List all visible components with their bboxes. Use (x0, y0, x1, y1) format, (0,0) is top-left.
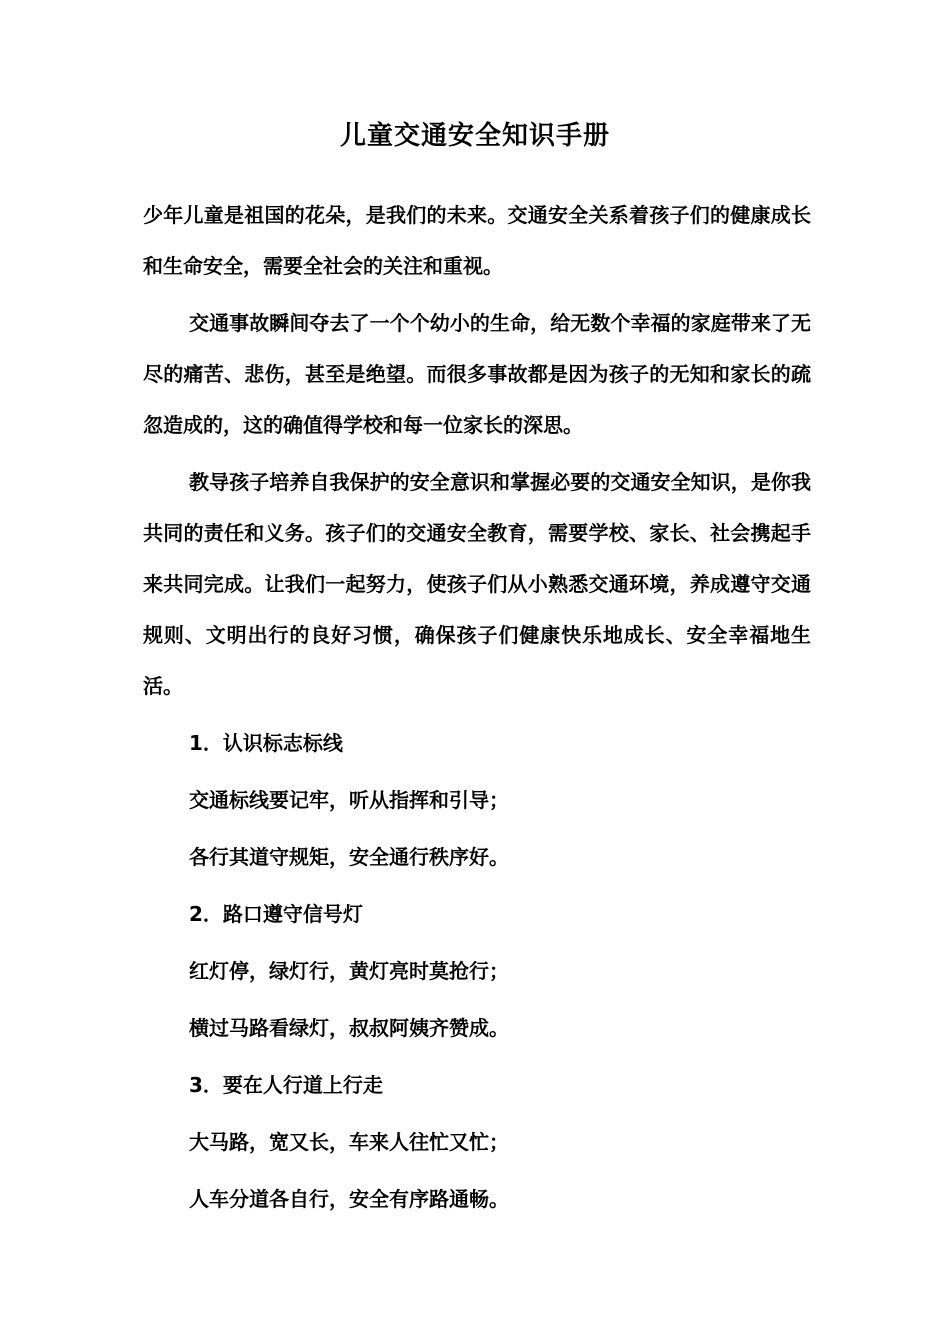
accident-paragraph: 交通事故瞬间夺去了一个个幼小的生命，给无数个幸福的家庭带来了无尽的痛苦、悲伤，甚至是绝望。而很多事故都是因为孩子的无知和家长的疏忽造成的，这的确值得学校和每一位家长的深思。 (143, 311, 811, 437)
section-heading: 1．认识标志标线 (189, 731, 343, 755)
section-traffic-lights (143, 889, 811, 1054)
section-heading: 2．路口遵守信号灯 (189, 902, 363, 926)
document-body (143, 190, 811, 1231)
rhyme-line: 大马路，宽又长，车来人往忙又忙； (189, 1130, 509, 1154)
rhyme-line: 红灯停，绿灯行，黄灯亮时莫抢行； (189, 959, 509, 983)
rhyme-line: 各行其道守规矩，安全通行秩序好。 (189, 845, 509, 869)
rhyme-line: 人车分道各自行，安全有序路通畅。 (189, 1187, 509, 1211)
intro-paragraph: 少年儿童是祖国的花朵，是我们的未来。交通安全关系着孩子们的健康成长和生命安全，需要全社会的关注和重视。 (143, 203, 811, 278)
rhyme-line: 横过马路看绿灯，叔叔阿姨齐赞成。 (189, 1016, 509, 1040)
section-sidewalk (143, 1060, 811, 1225)
rhyme-line: 交通标线要记牢，听从指挥和引导； (189, 788, 509, 812)
education-paragraph: 教导孩子培养自我保护的安全意识和掌握必要的交通安全知识，是你我共同的责任和义务。孩子们的交通安全教育，需要学校、家长、社会携起手来共同完成。让我们一起努力，使孩子们从小熟悉交通环境，养成遵守交通规则、文明出行的良好习惯，确保孩子们健康快乐地成长、安全幸福地生活。 (143, 470, 811, 698)
section-signs-markings (143, 718, 811, 883)
section-heading: 3．要在人行道上行走 (189, 1073, 383, 1097)
document-title: 儿童交通安全知识手册 (339, 121, 610, 151)
